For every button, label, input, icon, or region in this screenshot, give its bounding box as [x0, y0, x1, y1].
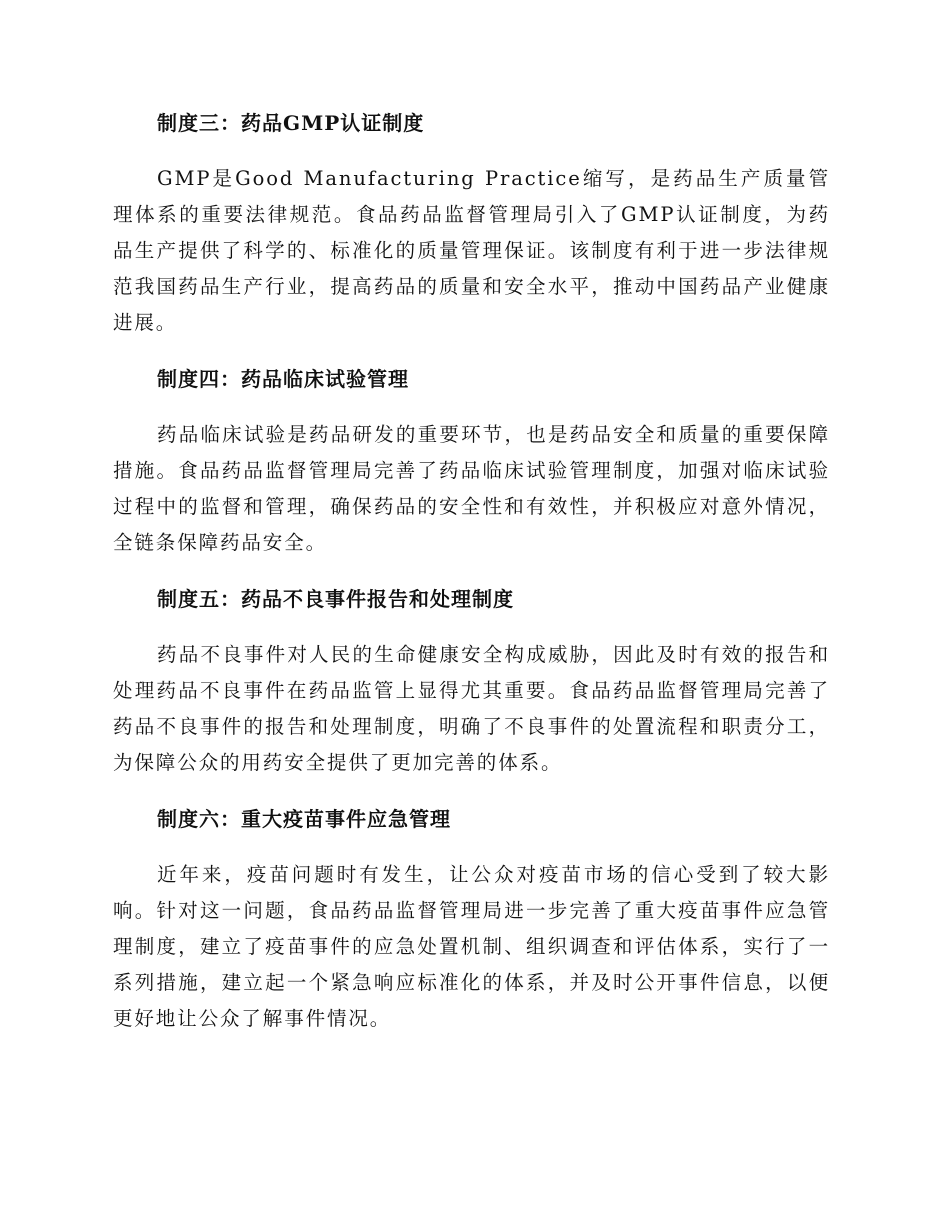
- section-heading: 制度五：药品不良事件报告和处理制度: [157, 587, 514, 611]
- section-paragraph: 近年来，疫苗问题时有发生，让公众对疫苗市场的信心受到了较大影响。针对这一问题，食品药品监督管理局进一步完善了重大疫苗事件应急管理制度，建立了疫苗事件的应急处置机制、组织调查和评估体系，实行了一系列措施，建立起一个紧急响应标准化的体系，并及时公开事件信息，以便更好地让公众了解事件情况。: [113, 863, 830, 1030]
- section-heading: 制度四：药品临床试验管理: [157, 367, 409, 391]
- section-adverse-event-reporting: [113, 581, 830, 781]
- section-paragraph: 药品不良事件对人民的生命健康安全构成威胁，因此及时有效的报告和处理药品不良事件在药品监管上显得尤其重要。食品药品监督管理局完善了药品不良事件的报告和处理制度，明确了不良事件的处置流程和职责分工，为保障公众的用药安全提供了更加完善的体系。: [113, 643, 830, 774]
- document-page: [113, 105, 830, 1057]
- section-paragraph: GMP是Good Manufacturing Practice缩写，是药品生产质量管理体系的重要法律规范。食品药品监督管理局引入了GMP认证制度，为药品生产提供了科学的、标准化的质量管理保证。该制度有利于进一步法律规范我国药品生产行业，提高药品的质量和安全水平，推动中国药品产业健康进展。: [113, 167, 830, 334]
- section-clinical-trial-management: [113, 361, 830, 561]
- section-paragraph: 药品临床试验是药品研发的重要环节，也是药品安全和质量的重要保障措施。食品药品监督管理局完善了药品临床试验管理制度，加强对临床试验过程中的监督和管理，确保药品的安全性和有效性，并积极应对意外情况，全链条保障药品安全。: [113, 423, 830, 554]
- section-heading: 制度三：药品GMP认证制度: [157, 111, 425, 135]
- section-vaccine-emergency-management: [113, 801, 830, 1037]
- section-heading: 制度六：重大疫苗事件应急管理: [157, 807, 451, 831]
- section-gmp-certification: [113, 105, 830, 341]
